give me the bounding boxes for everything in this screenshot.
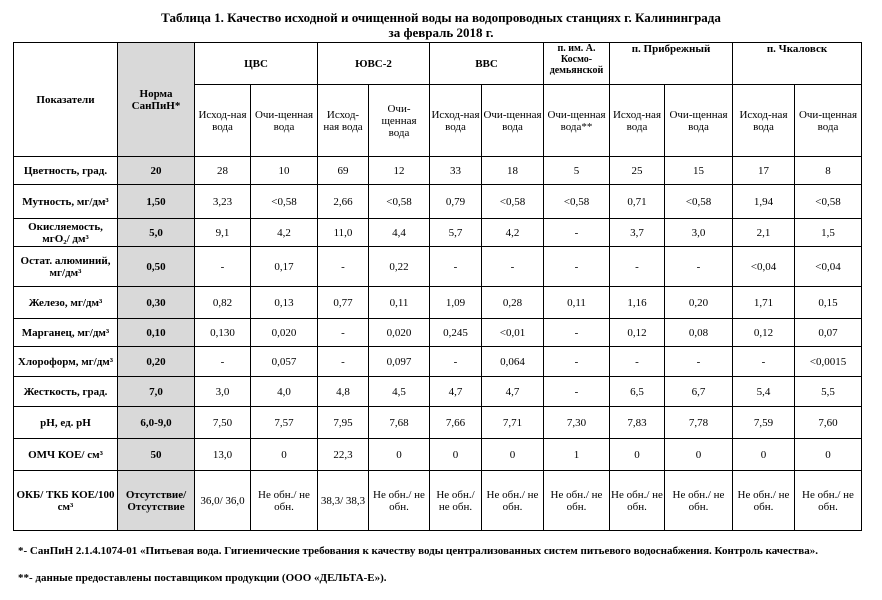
row-value: <0,58 [482, 185, 544, 219]
row-value: 0,22 [369, 247, 430, 287]
row-value: - [610, 347, 665, 377]
row-value: 0,097 [369, 347, 430, 377]
table-row [14, 347, 862, 377]
row-value: <0,58 [665, 185, 733, 219]
row-value: 1,09 [430, 287, 482, 319]
row-label: Хлороформ, мг/дм³ [14, 347, 118, 377]
row-value: 0 [430, 439, 482, 471]
header-row-stations [14, 43, 862, 85]
row-value: <0,58 [795, 185, 862, 219]
table-row [14, 185, 862, 219]
row-value: 11,0 [318, 219, 369, 247]
row-norm: 5,0 [118, 219, 195, 247]
row-value: 0,13 [251, 287, 318, 319]
row-value: - [318, 247, 369, 287]
row-value: 3,7 [610, 219, 665, 247]
row-label: pH, ед. pH [14, 407, 118, 439]
row-value: 2,66 [318, 185, 369, 219]
row-value: 7,50 [195, 407, 251, 439]
row-value: 6,7 [665, 377, 733, 407]
row-value: - [610, 247, 665, 287]
row-value: Не обн./ не обн. [610, 471, 665, 531]
row-value: 0,71 [610, 185, 665, 219]
row-value: 0,11 [369, 287, 430, 319]
header-station-kosmodemyanskoy: п. им. А. Космо-демьянской [544, 43, 610, 85]
row-value: Не обн./ не обн. [369, 471, 430, 531]
row-value: 7,59 [733, 407, 795, 439]
row-value: 12 [369, 157, 430, 185]
row-value: - [733, 347, 795, 377]
row-value: 4,7 [482, 377, 544, 407]
header-station-yuvs2: ЮВС-2 [318, 43, 430, 85]
row-value: 4,4 [369, 219, 430, 247]
row-value: 0,07 [795, 319, 862, 347]
row-value: 1,71 [733, 287, 795, 319]
row-norm: 0,30 [118, 287, 195, 319]
row-value: 0,28 [482, 287, 544, 319]
row-value: 0 [733, 439, 795, 471]
row-value: 36,0/ 36,0 [195, 471, 251, 531]
header-treated-water: Очи-щенная вода [665, 85, 733, 157]
row-value: 0,08 [665, 319, 733, 347]
row-norm: 50 [118, 439, 195, 471]
row-value: 18 [482, 157, 544, 185]
row-norm: 6,0-9,0 [118, 407, 195, 439]
row-norm: Отсутствие/ Отсутствие [118, 471, 195, 531]
row-label: Окисляемость, мгО₂/ дм³ [14, 219, 118, 247]
row-value: 0,12 [733, 319, 795, 347]
row-value: Не обн./ не обн. [665, 471, 733, 531]
title-line-2: за февраль 2018 г. [388, 25, 494, 40]
row-label: Марганец, мг/дм³ [14, 319, 118, 347]
table-row [14, 219, 862, 247]
row-value: <0,01 [482, 319, 544, 347]
row-value: 0,79 [430, 185, 482, 219]
header-source-water: Исход-ная вода [610, 85, 665, 157]
row-value: 17 [733, 157, 795, 185]
row-value: - [430, 247, 482, 287]
row-label: Железо, мг/дм³ [14, 287, 118, 319]
row-value: 7,66 [430, 407, 482, 439]
header-source-water: Исход-ная вода [430, 85, 482, 157]
row-value: - [665, 347, 733, 377]
row-value: 0 [795, 439, 862, 471]
row-value: 0,245 [430, 319, 482, 347]
row-value: 0 [369, 439, 430, 471]
row-value: 7,95 [318, 407, 369, 439]
row-value: 4,2 [482, 219, 544, 247]
row-value: 0,15 [795, 287, 862, 319]
row-value: 33 [430, 157, 482, 185]
header-source-water: Исход-ная вода [318, 85, 369, 157]
header-treated-water: Очи-щенная вода [369, 85, 430, 157]
row-value: - [318, 319, 369, 347]
row-value: 0,020 [369, 319, 430, 347]
row-norm: 20 [118, 157, 195, 185]
row-value: 0,17 [251, 247, 318, 287]
row-value: 15 [665, 157, 733, 185]
table-title [0, 10, 882, 40]
row-value: 7,60 [795, 407, 862, 439]
row-value: - [544, 319, 610, 347]
row-value: 5,4 [733, 377, 795, 407]
row-value: 3,23 [195, 185, 251, 219]
row-value: - [430, 347, 482, 377]
row-value: - [318, 347, 369, 377]
row-value: 0,20 [665, 287, 733, 319]
row-value: - [544, 247, 610, 287]
header-treated-water: Очи-щенная вода [795, 85, 862, 157]
row-norm: 1,50 [118, 185, 195, 219]
row-label: Мутность, мг/дм³ [14, 185, 118, 219]
row-value: 1,94 [733, 185, 795, 219]
row-value: 7,78 [665, 407, 733, 439]
row-value: Не обн./ не обн. [795, 471, 862, 531]
row-value: 0 [610, 439, 665, 471]
row-value: - [482, 247, 544, 287]
row-value: <0,0015 [795, 347, 862, 377]
row-value: 3,0 [195, 377, 251, 407]
row-label: Остат. алюминий, мг/дм³ [14, 247, 118, 287]
row-value: <0,58 [369, 185, 430, 219]
row-value: 69 [318, 157, 369, 185]
row-value: 38,3/ 38,3 [318, 471, 369, 531]
title-line-1: Таблица 1. Качество исходной и очищенной воды на водопроводных станциях г. Калининграда [161, 10, 721, 25]
table-row [14, 319, 862, 347]
row-label: ОМЧ КОЕ/ см³ [14, 439, 118, 471]
row-value: - [195, 247, 251, 287]
row-value: 3,0 [665, 219, 733, 247]
header-station-chkalovsk: п. Чкаловск [733, 43, 862, 85]
row-value: - [544, 219, 610, 247]
table-row [14, 377, 862, 407]
row-value: 0,11 [544, 287, 610, 319]
row-value: 5,7 [430, 219, 482, 247]
row-value: <0,04 [733, 247, 795, 287]
row-value: 7,83 [610, 407, 665, 439]
header-norm: Норма СанПиН* [118, 43, 195, 157]
row-value: 4,2 [251, 219, 318, 247]
row-value: <0,04 [795, 247, 862, 287]
row-value: Не обн./ не обн. [733, 471, 795, 531]
table-row [14, 471, 862, 531]
row-value: 0 [665, 439, 733, 471]
row-norm: 0,20 [118, 347, 195, 377]
row-value: - [544, 377, 610, 407]
row-label: Цветность, град. [14, 157, 118, 185]
table-row [14, 157, 862, 185]
row-value: - [544, 347, 610, 377]
row-value: 7,57 [251, 407, 318, 439]
row-value: 0,77 [318, 287, 369, 319]
row-value: 4,7 [430, 377, 482, 407]
row-value: 28 [195, 157, 251, 185]
header-treated-water: Очи-щенная вода [482, 85, 544, 157]
row-value: 4,8 [318, 377, 369, 407]
row-value: 4,0 [251, 377, 318, 407]
row-value: 8 [795, 157, 862, 185]
header-station-vvs: ВВС [430, 43, 544, 85]
row-value: 7,30 [544, 407, 610, 439]
row-value: Не обн./ не обн. [482, 471, 544, 531]
row-value: 0 [482, 439, 544, 471]
row-value: Не обн./ не обн. [430, 471, 482, 531]
row-value: 1,16 [610, 287, 665, 319]
row-value: 1,5 [795, 219, 862, 247]
row-value: 6,5 [610, 377, 665, 407]
row-value: 7,71 [482, 407, 544, 439]
footnote-supplier: **- данные предоставлены поставщиком продукции (ООО «ДЕЛЬТА-Е»). [18, 572, 387, 584]
header-treated-water-supplier: Очи-щенная вода** [544, 85, 610, 157]
table-row [14, 407, 862, 439]
row-value: Не обн./ не обн. [251, 471, 318, 531]
row-value: 0,12 [610, 319, 665, 347]
row-value: 0 [251, 439, 318, 471]
row-value: 10 [251, 157, 318, 185]
row-value: 9,1 [195, 219, 251, 247]
header-station-pribrezhny: п. Прибрежный [610, 43, 733, 85]
row-value: 4,5 [369, 377, 430, 407]
footnote-sanpin: *- СанПиН 2.1.4.1074-01 «Питьевая вода. Гигиенические требования к качеству воды централизованных систем питьевого водоснабжения. Контроль качества». [18, 545, 818, 557]
header-source-water: Исход-ная вода [195, 85, 251, 157]
table-row [14, 247, 862, 287]
row-value: 13,0 [195, 439, 251, 471]
header-source-water: Исход-ная вода [733, 85, 795, 157]
row-value: 0,82 [195, 287, 251, 319]
water-quality-table [13, 42, 862, 531]
table-row [14, 287, 862, 319]
row-norm: 7,0 [118, 377, 195, 407]
row-value: <0,58 [544, 185, 610, 219]
row-value: 0,130 [195, 319, 251, 347]
row-label: Жесткость, град. [14, 377, 118, 407]
table-row [14, 439, 862, 471]
row-value: <0,58 [251, 185, 318, 219]
header-station-cvs: ЦВС [195, 43, 318, 85]
table-body [14, 43, 862, 531]
row-value: 1 [544, 439, 610, 471]
row-value: 22,3 [318, 439, 369, 471]
header-treated-water: Очи-щенная вода [251, 85, 318, 157]
row-value: 0,064 [482, 347, 544, 377]
row-value: 0,020 [251, 319, 318, 347]
row-norm: 0,10 [118, 319, 195, 347]
row-value: 5,5 [795, 377, 862, 407]
row-value: 7,68 [369, 407, 430, 439]
row-value: 25 [610, 157, 665, 185]
row-label: ОКБ/ ТКБ КОЕ/100 см³ [14, 471, 118, 531]
row-norm: 0,50 [118, 247, 195, 287]
row-value: Не обн./ не обн. [544, 471, 610, 531]
row-value: 0,057 [251, 347, 318, 377]
row-value: 2,1 [733, 219, 795, 247]
row-value: - [665, 247, 733, 287]
row-value: 5 [544, 157, 610, 185]
row-value: - [195, 347, 251, 377]
header-indicators: Показатели [14, 43, 118, 157]
